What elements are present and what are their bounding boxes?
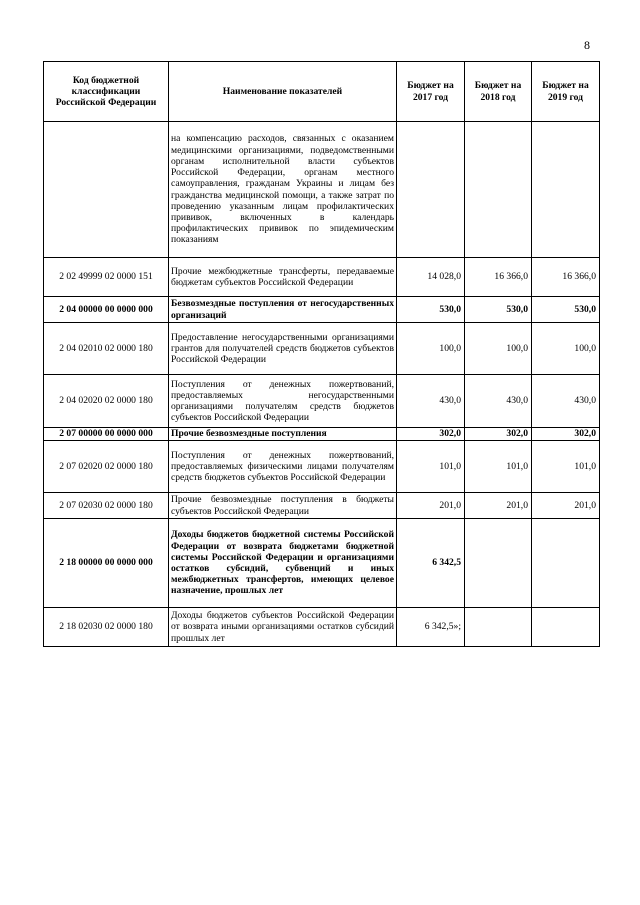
cell-2019 [532, 608, 600, 647]
cell-2017: 430,0 [397, 375, 465, 428]
table-row [44, 608, 600, 647]
header-2018: Бюджет на 2018 год [465, 62, 532, 122]
table-row [44, 258, 600, 297]
cell-2018: 302,0 [465, 428, 532, 441]
table-row [44, 375, 600, 428]
cell-2017: 6 342,5»; [397, 608, 465, 647]
cell-name: Доходы бюджетов субъектов Российской Федерации от возврата иными организациями остатков субсидий прошлых лет [169, 608, 397, 647]
cell-2017: 101,0 [397, 441, 465, 493]
table-row [44, 323, 600, 375]
cell-code: 2 18 00000 00 0000 000 [44, 519, 169, 608]
cell-2019: 530,0 [532, 297, 600, 323]
cell-2017: 6 342,5 [397, 519, 465, 608]
cell-2017: 14 028,0 [397, 258, 465, 297]
header-2019: Бюджет на 2019 год [532, 62, 600, 122]
cell-code: 2 04 02010 02 0000 180 [44, 323, 169, 375]
cell-name: Прочие безвозмездные поступления [169, 428, 397, 441]
cell-2019: 302,0 [532, 428, 600, 441]
cell-2018: 430,0 [465, 375, 532, 428]
header-code: Код бюджетной классификации Российской Федерации [44, 62, 169, 122]
cell-name: Поступления от денежных пожертвований, предоставляемых физическими лицами получателям средств бюджетов субъектов Российской Федерации [169, 441, 397, 493]
cell-code: 2 07 02020 02 0000 180 [44, 441, 169, 493]
cell-2019: 16 366,0 [532, 258, 600, 297]
table-row [44, 122, 600, 258]
cell-2017: 100,0 [397, 323, 465, 375]
cell-2018: 101,0 [465, 441, 532, 493]
cell-2019: 101,0 [532, 441, 600, 493]
table-row [44, 297, 600, 323]
cell-2018 [465, 122, 532, 258]
cell-code: 2 07 02030 02 0000 180 [44, 493, 169, 519]
cell-name: Доходы бюджетов бюджетной системы Российской Федерации от возврата бюджетами бюджетной системы Российской Федерации и организациями остатков субсидий, субвенций и иных межбюджетных трансфертов, имеющих целевое назначение, прошлых лет [169, 519, 397, 608]
cell-2017: 302,0 [397, 428, 465, 441]
table-header-row [44, 62, 600, 122]
cell-2019: 100,0 [532, 323, 600, 375]
page-number: 8 [584, 38, 590, 52]
table-row [44, 519, 600, 608]
cell-code: 2 04 00000 00 0000 000 [44, 297, 169, 323]
cell-code: 2 04 02020 02 0000 180 [44, 375, 169, 428]
cell-name: Безвозмездные поступления от негосударственных организаций [169, 297, 397, 323]
cell-code: 2 18 02030 02 0000 180 [44, 608, 169, 647]
cell-name: Прочие безвозмездные поступления в бюджеты субъектов Российской Федерации [169, 493, 397, 519]
cell-name: на компенсацию расходов, связанных с оказанием медицинскими организациями, подведомственными органам исполнительной власти субъектов Российской Федерации, органам местного самоуправления, гражданам Украины и лицам без гражданства медицинской помощи, а также затрат по проведению указанным лицам профилактических прививок, включенных в календарь профилактических прививок по эпидемическим показаниям [169, 122, 397, 258]
cell-2018: 201,0 [465, 493, 532, 519]
cell-code: 2 02 49999 02 0000 151 [44, 258, 169, 297]
cell-2018 [465, 608, 532, 647]
cell-name: Прочие межбюджетные трансферты, передаваемые бюджетам субъектов Российской Федерации [169, 258, 397, 297]
header-name: Наименование показателей [169, 62, 397, 122]
table-row [44, 441, 600, 493]
cell-name: Поступления от денежных пожертвований, предоставляемых негосударственными организациями получателям средств бюджетов субъектов Российской Федерации [169, 375, 397, 428]
cell-2017: 530,0 [397, 297, 465, 323]
cell-2017 [397, 122, 465, 258]
cell-2018: 100,0 [465, 323, 532, 375]
cell-2018: 16 366,0 [465, 258, 532, 297]
table-row [44, 493, 600, 519]
table-row [44, 428, 600, 441]
cell-2018 [465, 519, 532, 608]
cell-2017: 201,0 [397, 493, 465, 519]
cell-2019: 430,0 [532, 375, 600, 428]
header-2017: Бюджет на 2017 год [397, 62, 465, 122]
cell-code [44, 122, 169, 258]
cell-2019 [532, 519, 600, 608]
budget-table [43, 61, 600, 647]
cell-name: Предоставление негосударственными организациями грантов для получателей средств бюджетов субъектов Российской Федерации [169, 323, 397, 375]
cell-2019: 201,0 [532, 493, 600, 519]
cell-2018: 530,0 [465, 297, 532, 323]
cell-2019 [532, 122, 600, 258]
cell-code: 2 07 00000 00 0000 000 [44, 428, 169, 441]
